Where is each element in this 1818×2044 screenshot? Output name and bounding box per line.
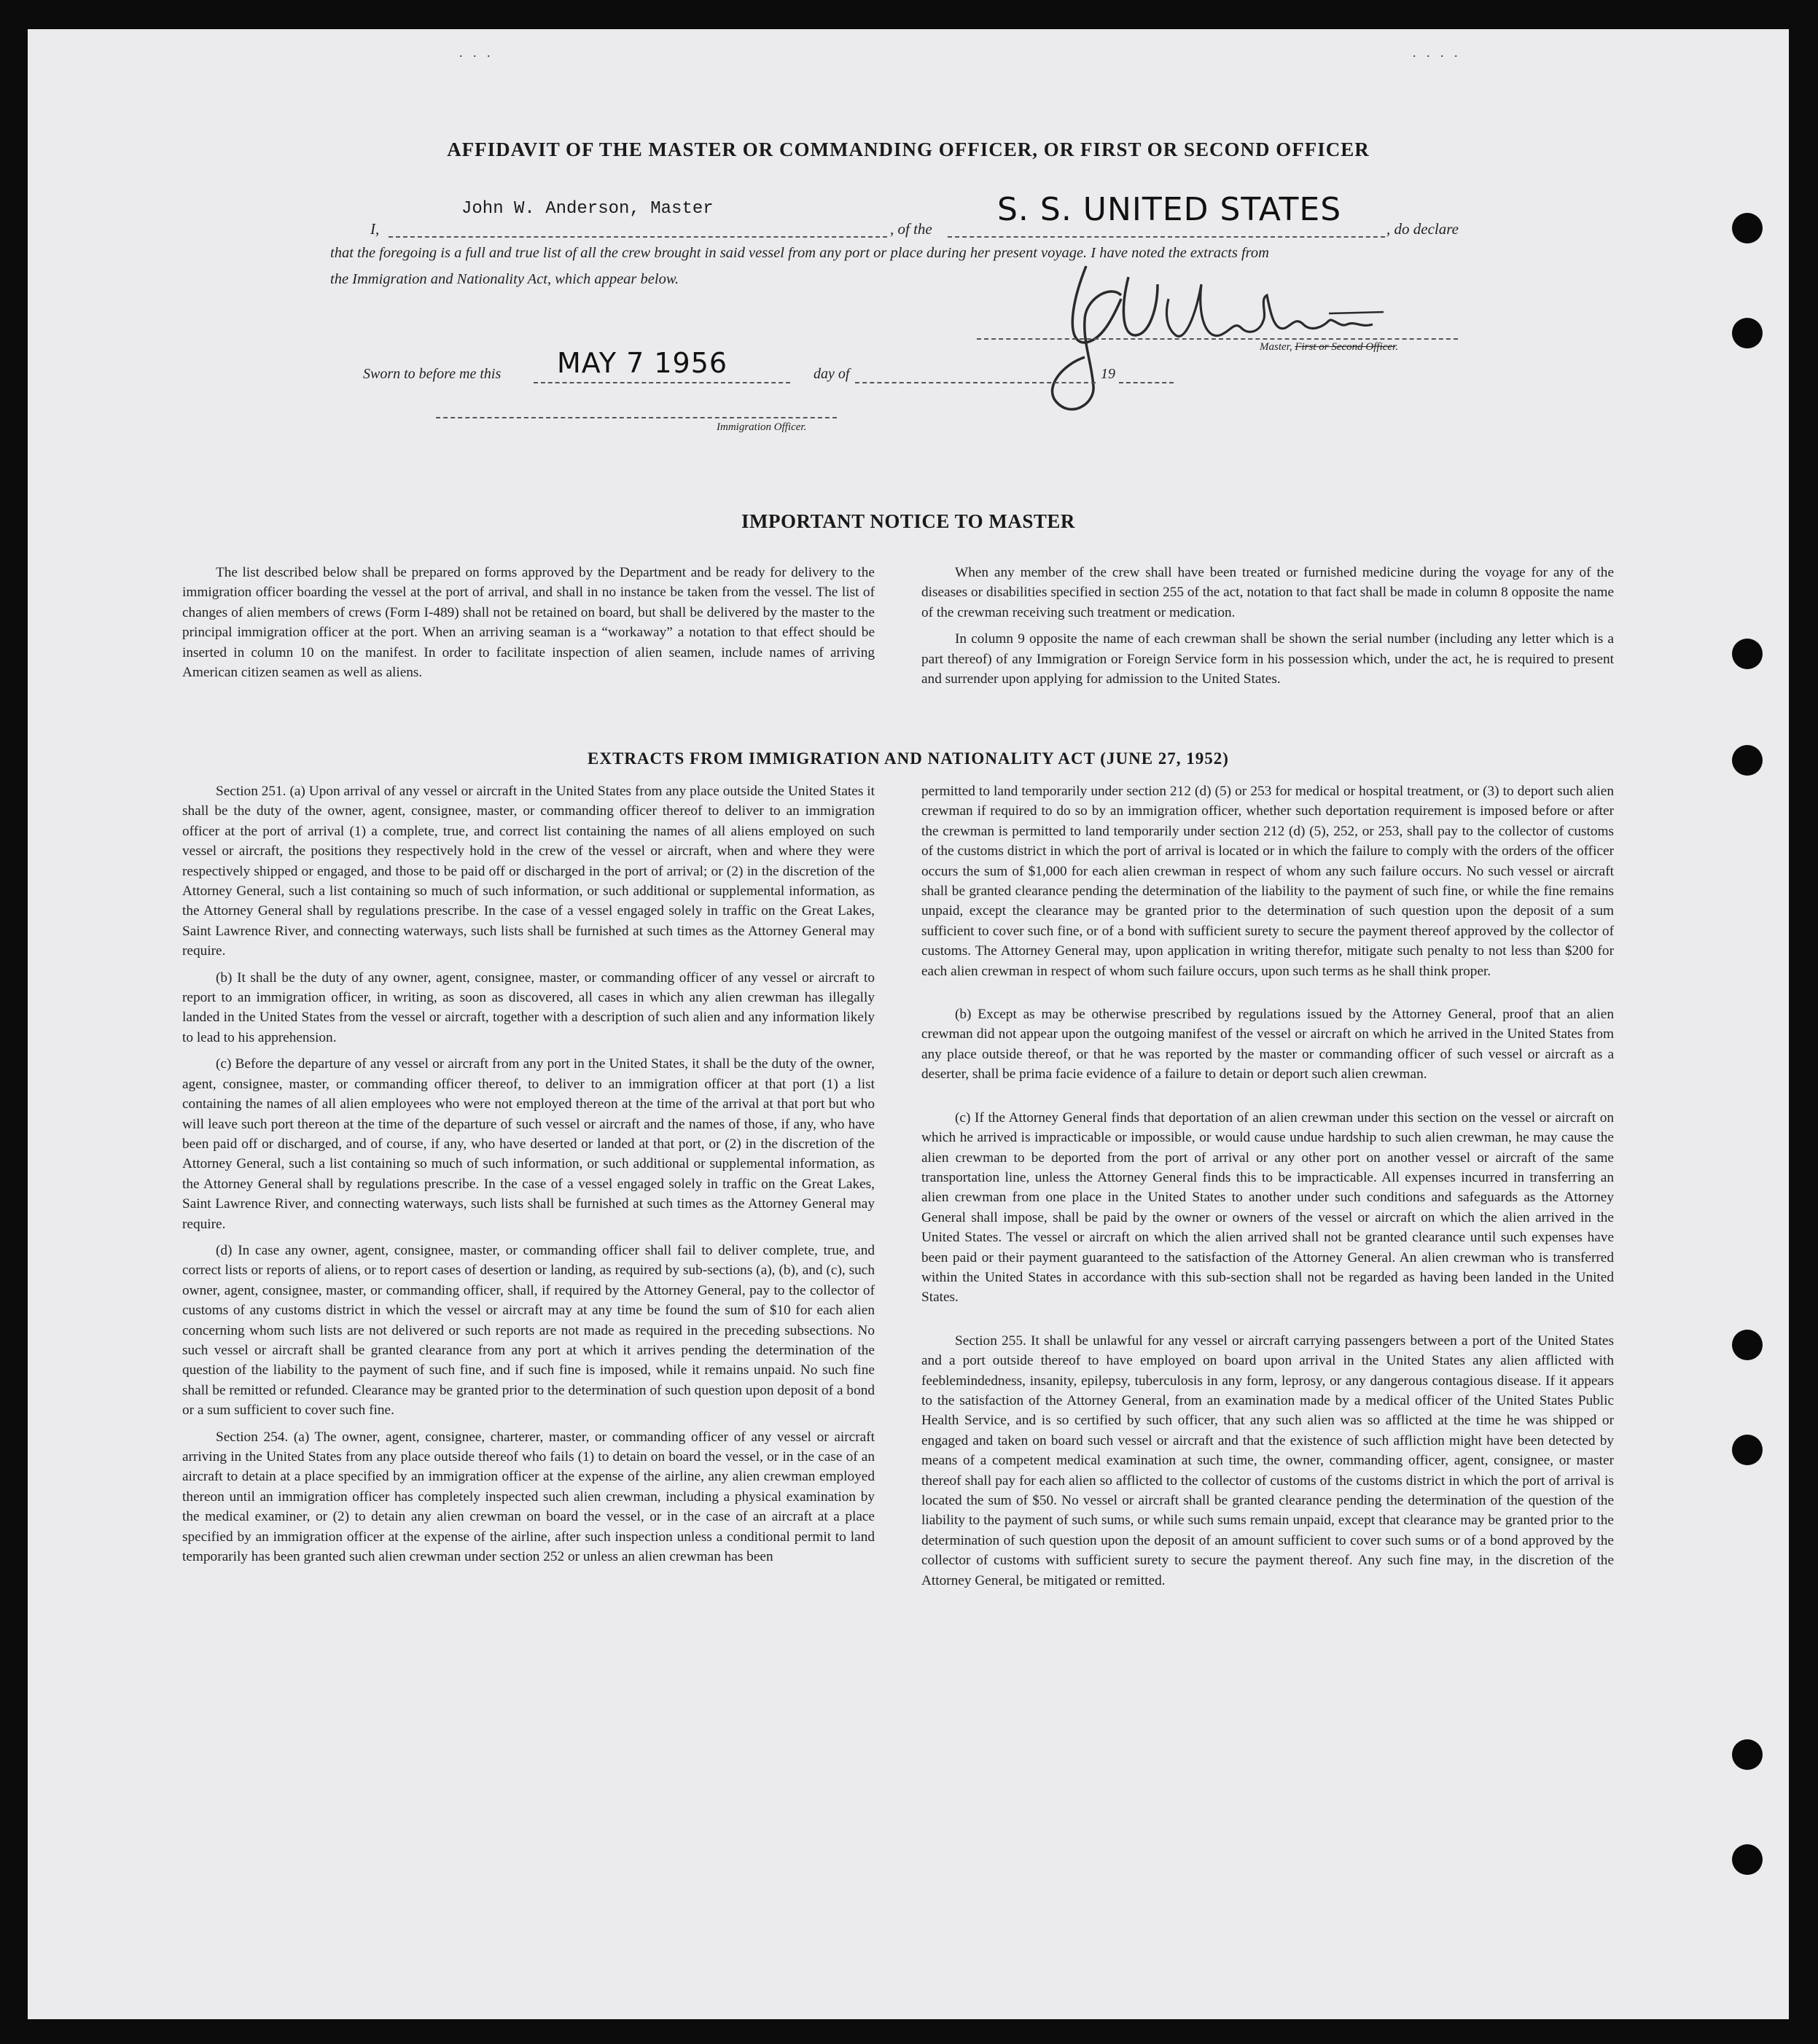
notice-left-paragraph: The list described below shall be prepared on forms approved by the Department and be ready for delivery to the immigration officer boarding the vessel at the port of arrival, and shall in no instance be taken from the vessel. The list of changes of alien members of crews (Form I-489) shall not be retained on board, but shall be delivered by the master to the principal immigration officer at the port. When an arriving seaman is a “workaway” a notation to that effect should be inserted in column 10 on the manifest. In order to facilitate inspection of alien seamen, include names of arriving American citizen seamen as well as aliens. [182,565,875,681]
of-the-label: , of the [890,220,932,238]
section-254-a: Section 254. (a) The owner, agent, consignee, charterer, master, or commanding officer of any vessel or aircraft arriving in the United States from any place outside thereof who fails (1) to detain on board the vessel, or in the case of an aircraft to detain at a place specified by an immigration officer at the expense of the airline, any alien crewman employed thereon until an immigration officer has completely inspected such alien crewman, including a physical examination by the medical examiner, or (2) to detain any alien crewman on board the vessel, or in the case of an aircraft at a place specified by an immigration officer at the expense of the airline, after such inspection unless a conditional permit to land temporarily has been granted such alien crewman under section 252 or unless an alien crewman has been [182,1429,875,1565]
notice-right-column [921,563,1614,695]
section-251-d: (d) In case any owner, agent, consignee, master, or commanding officer shall fail to deliver complete, true, and correct lists or reports of aliens, or to report cases of desertion or landing, as required by sub-sections (a), (b), and (c), such owner, agent, consignee, master, or commanding officer, shall, if required by the Attorney General, pay to the collector of customs of any customs district in which the vessel or aircraft may at any time be found the sum of $10 for each alien concerning whom such lists are not delivered or such reports are not made as required in the preceding subsections. No such vessel or aircraft shall be granted clearance from any port at which it arrives pending the determination of the question of the liability to the payment of such fine, and if such fine is imposed, while it remains unpaid. No such fine shall be remitted or refunded. Clearance may be granted prior to the determination of such question upon deposit of a bond or a sum sufficient to cover such fine. [182,1242,875,1419]
signature-period: . [1395,341,1398,353]
year-prefix-label: 19 [1101,366,1115,382]
day-of-label: day of [814,366,850,382]
notice-left-column [182,563,875,689]
sworn-date-stamp: MAY 7 1956 [557,347,728,379]
corner-marks-left: . . . [459,45,494,60]
notice-right-paragraph-1: When any member of the crew shall have been treated or furnished medicine during the voyage for any of the diseases or disabilities specified in section 255 of the act, notation to that fact shall be made in column 8 opposite the name of the crewman receiving such treatment or medication. [921,565,1614,620]
section-255: Section 255. It shall be unlawful for any vessel or aircraft carrying passengers between a port of the United States and a port outside thereof to have employed on board upon arrival in the United States any alien afflicted with feeblemindedness, insanity, epilepsy, tuberculosis in any form, leprosy, or any dangerous contagious disease. If it appears to the satisfaction of the Attorney General, from an examination made by a medical officer of the United States Public Health Service, and is so certified by such officer, that any such alien was so afflicted at the time he was shipped or engaged and taken on board such vessel or aircraft and that the existence of such affliction might have been detected by means of a competent medical examination at such time, the owner, commanding officer, agent, consignee, or master thereof shall pay for each alien so afflicted to the collector of customs of the customs district in which the port of arrival is located the sum of $50. No vessel or aircraft shall be granted clearance pending the determination of the question of the liability to the payment of such sums, or while such sums remain unpaid, except that clearance may be granted prior to the determination of such question upon the deposit of an amount sufficient to cover such sums or of a bond approved by the collector of customs with sufficient surety to secure the payment thereof. Any such fine may, in the discretion of the Attorney General, be mitigated or remitted. [921,1333,1614,1588]
section-251-a: Section 251. (a) Upon arrival of any vessel or aircraft in the United States from any place outside the United States it shall be the duty of the owner, agent, consignee, master, or commanding officer thereof to deliver to an immigration officer at the port of arrival (1) a complete, true, and correct list containing the names of all aliens employed on such vessel or aircraft, the positions they respectively hold in the crew of the vessel or aircraft, when and where they were respectively shipped or engaged, and those to be paid off or discharged in the port of arrival; or (2) in the discretion of the Attorney General, such a list containing so much of such information, or such additional or supplemental information, as the Attorney General shall by regulations prescribe. In the case of a vessel engaged solely in traffic on the Great Lakes, Saint Lawrence River, and connecting waterways, such lists shall be furnished at such times as the Attorney General may require. [182,784,875,959]
master-label: Master, [1260,341,1295,353]
binder-hole [1732,1844,1763,1875]
binder-hole [1732,639,1763,669]
sworn-date-line [534,382,790,383]
section-251-b: (b) It shall be the duty of any owner, agent, consignee, master, or commanding officer of any vessel or aircraft to report to an immigration officer, in writing, as soon as discovered, all cases in which any alien crewman has illegally landed in the United States from the vessel or aircraft, together with a description of such alien and any information likely to lead to his apprehension. [182,970,875,1045]
signature-title-label [1260,341,1398,354]
vessel-line [948,236,1385,238]
name-line [389,236,887,238]
binder-hole [1732,213,1763,243]
affidavit-title: AFFIDAVIT OF THE MASTER OR COMMANDING OFFICER, OR FIRST OR SECOND OFFICER [447,139,1370,160]
section-254-b: (b) Except as may be otherwise prescribed by regulations issued by the Attorney General, proof that an alien crewman did not appear upon the outgoing manifest of the vessel or aircraft on which he arrived in the United States from any place outside thereof, or that he was reported by the master or commanding officer of such vessel or aircraft as a deserter, shall be prima facie evidence of a failure to detain or deport such alien crewman. [921,1007,1614,1083]
sworn-label: Sworn to before me this [363,366,502,382]
binder-hole [1732,1739,1763,1770]
corner-marks-right: . . . . [1413,45,1462,60]
notice-title: IMPORTANT NOTICE TO MASTER [741,510,1075,532]
binder-hole [1732,745,1763,776]
extracts-left-column [182,781,875,1573]
struck-officer-label: First or Second Officer [1295,341,1396,353]
year-line [1119,382,1174,383]
extracts-title: EXTRACTS FROM IMMIGRATION AND NATIONALITY ACT (JUNE 27, 1952) [588,749,1229,768]
notice-right-paragraph-2: In column 9 opposite the name of each crewman shall be shown the serial number (including any letter which is a part thereof) of any Immigration or Foreign Service form in his possession which, under the act, he is required to present and surrender upon applying for admission to the United States. [921,631,1614,687]
vessel-name-value: S. S. UNITED STATES [997,191,1342,228]
month-line [855,382,1096,383]
do-declare-label: , do declare [1386,220,1459,238]
master-name-value: John W. Anderson, Master [461,199,714,219]
signature-line [977,338,1458,340]
section-254-c: (c) If the Attorney General finds that deportation of an alien crewman under this section on the vessel or aircraft on which he arrived is impracticable or impossible, or would cause undue hardship to such alien crewman, he may cause the alien crewman to be deported from the port of arrival or any other port on another vessel or aircraft of the same transportation line, unless the Attorney General finds this to be impracticable. All expenses incurred in transferring an alien crewman from one place in the United States to another under such conditions and safeguards as the Attorney General shall impose, shall be paid by the owner or owners of the vessel or aircraft on which the alien arrived in the United States. The vessel or aircraft on which the alien arrived shall not be granted clearance until such expenses have been paid or their payment guaranteed to the satisfaction of the Attorney General. An alien crewman who is transferred within the United States in accordance with this sub-section shall not be regarded as having been landed in the United States. [921,1109,1614,1306]
statement-line-2: the Immigration and Nationality Act, which appear below. [330,271,679,287]
statement-line-1: that the foregoing is a full and true list of all the crew brought in said vessel from any port or place during her present voyage. I have noted the extracts from [330,245,1269,261]
section-254-a-continuation: permitted to land temporarily under section 212 (d) (5) or 253 for medical or hospital treatment, or (3) to deport such alien crewman if required to do so by an immigration officer, whether such deportation requirement is imposed before or after the crewman is permitted to land temporarily under section 212 (d) (5), 252, or 253, shall pay to the collector of customs of the customs district in which the port of arrival is located or in which the failure to comply with the orders of the officer occurs the sum of $1,000 for each alien crewman in respect of whom any such failure occurs. No such vessel or aircraft shall be granted clearance pending the determination of the liability to the payment of such fine, or while the fine remains unpaid, except the clearance may be granted prior to the determination of such question upon the deposit of a sum sufficient to cover such fine, or of a bond with sufficient surety to secure the payment thereof approved by the collector of customs. The Attorney General may, upon application in writing therefor, mitigate such penalty to not less than $200 for each alien crewman in respect of whom such failure occurs, upon such terms as he shall think proper. [921,784,1614,979]
document-page [28,29,1789,2019]
binder-hole [1732,1435,1763,1465]
binder-hole [1732,318,1763,348]
extracts-right-column [921,781,1614,1597]
officer-signature-line [436,417,837,418]
section-251-c: (c) Before the departure of any vessel or aircraft from any port in the United States, it shall be the duty of the owner, agent, consignee, master, or commanding officer thereof, to deliver to an immigration officer at that port (1) a list containing the names of all alien employees who were not employed thereon at the time of the arrival at that port but who will leave such port thereon at the time of the departure of such vessel or aircraft and the names of those, if any, who have been paid off or discharged, and of course, if any, who have deserted or landed at that port, or (2) in the discretion of the Attorney General, such a list containing so much of such information, or such additional or supplemental information, as the Attorney General shall by regulations prescribe. In the case of a vessel engaged solely in traffic on the Great Lakes, Saint Lawrence River, and connecting waterways, such lists shall be furnished at such times as the Attorney General may require. [182,1056,875,1232]
i-label: I, [370,220,380,238]
immigration-officer-label: Immigration Officer. [717,421,807,433]
binder-hole [1732,1330,1763,1360]
